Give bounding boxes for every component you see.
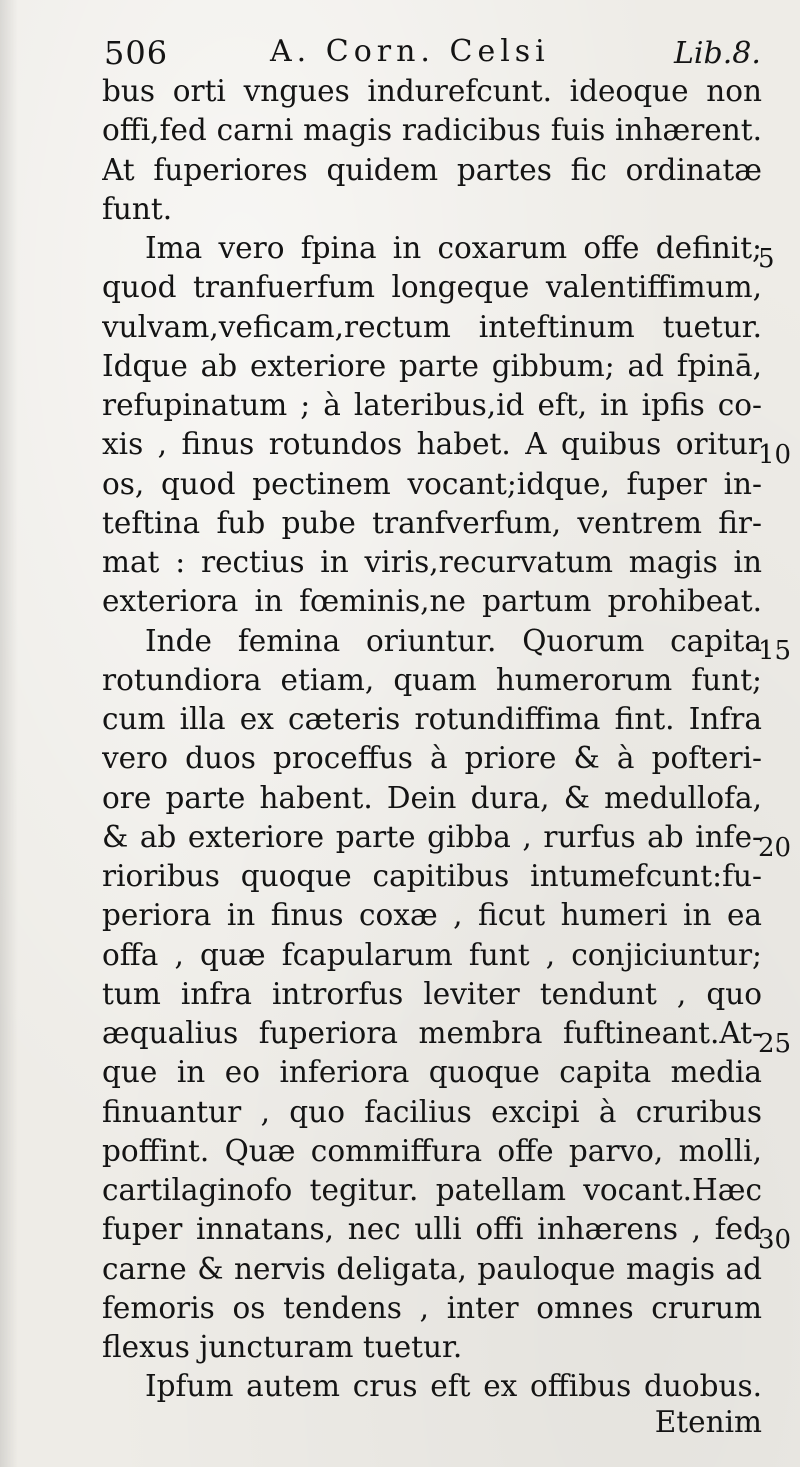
text-line: Inde femina oriuntur. Quorum capita [145,624,762,658]
text-line: fuper innatans, nec ulli offi inhærens , fed [102,1212,762,1246]
text-line: rotundiora etiam, quam humerorum funt; [102,663,762,697]
text-line: periora in finus coxæ , ficut humeri in ea [102,898,762,932]
text-line: mat : rectius in viris,recurvatum magis in [102,545,762,579]
text-line: funt. [102,192,173,226]
text-line: xis , finus rotundos habet. A quibus oritur [102,427,762,461]
text-line: femoris os tendens , inter omnes crurum [102,1291,762,1325]
text-line: finuantur , quo facilius excipi à cruribus [102,1095,762,1129]
text-line: ore parte habent. Dein dura, & medullofa, [102,781,762,815]
line-number-marker: 25 [758,1029,792,1059]
line-number-marker: 5 [758,244,775,274]
text-line: teftina fub pube tranfverfum, ventrem fir- [102,506,762,540]
line-number-marker: 20 [758,833,792,863]
text-line: exteriora in fœminis,ne partum prohibeat. [102,584,762,618]
text-line: os, quod pectinem vocant;idque, fuper in- [102,467,762,501]
text-line: quod tranfuerfum longeque valentiffimum, [102,270,762,304]
text-line: At fuperiores quidem partes fic ordinatæ [102,153,762,187]
text-line: flexus juncturam tuetur. [102,1330,463,1364]
text-line: refupinatum ; à lateribus,id eft, in ipfis co- [102,388,762,422]
text-line: offa , quæ fcapularum funt , conjiciuntur; [102,938,762,972]
text-line: vero duos proceffus à priore & à pofteri- [102,741,762,775]
text-line: cartilaginofo tegitur. patellam vocant.Hæc [102,1173,762,1207]
line-number-marker: 15 [758,636,792,666]
text-line: rioribus quoque capitibus intumefcunt:fu- [102,859,762,893]
text-line: vulvam,veficam,rectum inteftinum tuetur. [102,310,762,344]
text-line: offi,fed carni magis radicibus fuis inhærent. [102,113,762,147]
line-number-marker: 10 [758,440,792,470]
line-number-marker: 30 [758,1225,792,1255]
text-line: & ab exteriore parte gibba , rurfus ab infe- [102,820,762,854]
text-line: carne & nervis deligata, pauloque magis ad [102,1252,762,1286]
text-line: Ima vero fpina in coxarum offe definit; [145,231,762,265]
page-number: 506 [104,34,169,72]
text-line: Ipfum autem crus eft ex offibus duobus. [145,1369,762,1403]
text-line: cum illa ex cæteris rotundiffima fint. Infra [102,702,762,736]
text-line: æqualius fuperiora membra fuftineant.At- [102,1016,762,1050]
book-label: Lib.8. [674,36,761,71]
text-line: poffint. Quæ commiffura offe parvo, molli, [102,1134,762,1168]
text-line: Idque ab exteriore parte gibbum; ad fpinā, [102,349,762,383]
text-line: que in eo inferiora quoque capita media [102,1055,762,1089]
text-line: tum infra introrfus leviter tendunt , quo [102,977,762,1011]
running-title: A. Corn. Celsi [270,34,550,69]
catchword: Etenim [654,1405,762,1439]
text-line: bus orti vngues indurefcunt. ideoque non [102,74,762,108]
